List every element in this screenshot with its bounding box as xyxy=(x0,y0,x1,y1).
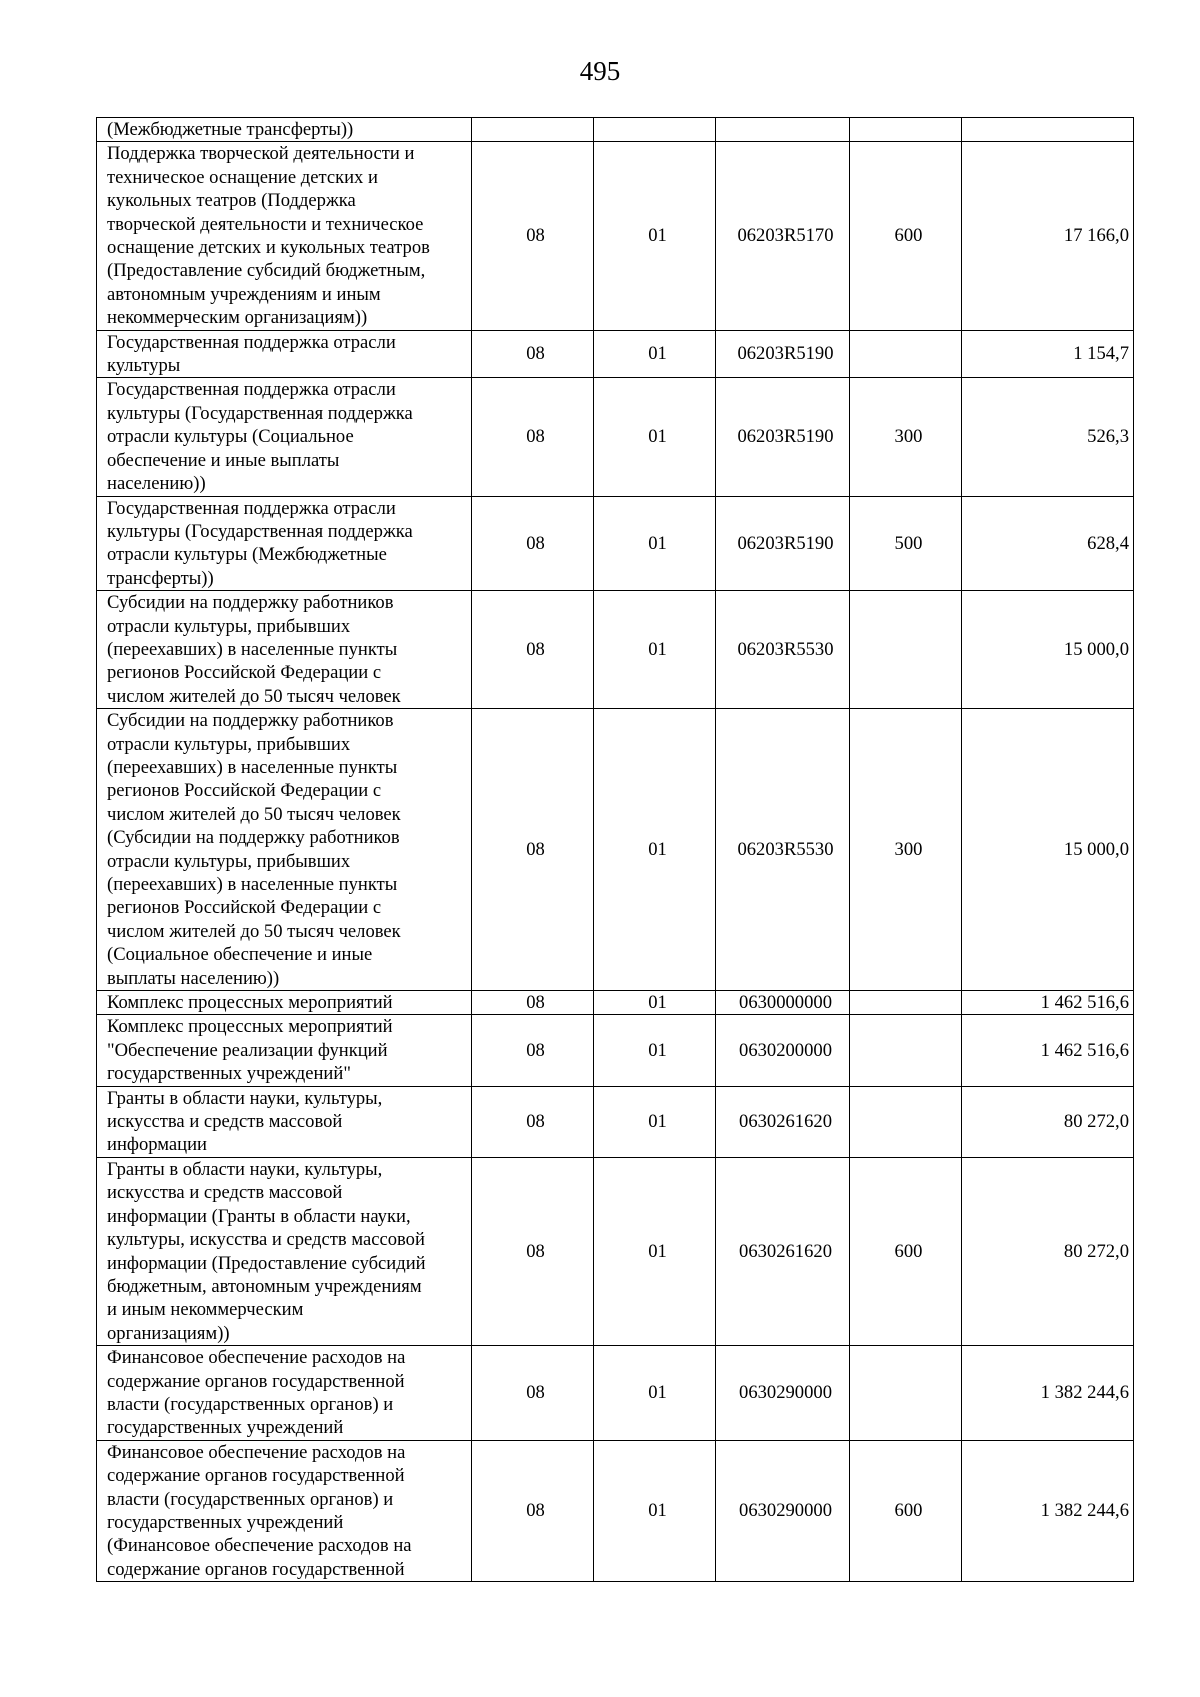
row-expense-type: 300 xyxy=(850,709,962,991)
table-row xyxy=(97,1015,1134,1086)
row-section: 08 xyxy=(472,709,594,991)
row-subsection: 01 xyxy=(594,709,716,991)
row-target-article: 06203R5170 xyxy=(716,142,850,330)
row-section: 08 xyxy=(472,1440,594,1581)
row-amount: 1 154,7 xyxy=(962,330,1134,378)
row-name: Государственная поддержка отрасли культуры xyxy=(97,330,472,378)
row-amount: 1 462 516,6 xyxy=(962,991,1134,1015)
table-row xyxy=(97,709,1134,991)
row-subsection: 01 xyxy=(594,1157,716,1345)
row-expense-type: 600 xyxy=(850,1157,962,1345)
row-name: (Межбюджетные трансферты)) xyxy=(97,118,472,142)
row-subsection: 01 xyxy=(594,991,716,1015)
row-amount: 1 382 244,6 xyxy=(962,1346,1134,1441)
row-name: Финансовое обеспечение расходов на содержание органов государственной власти (государственных органов) и государственных учреждений xyxy=(97,1346,472,1441)
table-row xyxy=(97,330,1134,378)
row-section: 08 xyxy=(472,330,594,378)
row-subsection: 01 xyxy=(594,1086,716,1157)
row-section xyxy=(472,118,594,142)
row-name: Комплекс процессных мероприятий "Обеспечение реализации функций государственных учреждений" xyxy=(97,1015,472,1086)
row-expense-type xyxy=(850,1346,962,1441)
row-name: Гранты в области науки, культуры, искусства и средств массовой информации xyxy=(97,1086,472,1157)
row-amount: 15 000,0 xyxy=(962,591,1134,709)
table-row xyxy=(97,1440,1134,1581)
row-expense-type xyxy=(850,1015,962,1086)
row-name: Субсидии на поддержку работников отрасли культуры, прибывших (переехавших) в населенные пункты регионов Российской Федерации с числом жителей до 50 тысяч человек xyxy=(97,591,472,709)
row-name: Субсидии на поддержку работников отрасли культуры, прибывших (переехавших) в населенные пункты регионов Российской Федерации с числом жителей до 50 тысяч человек (Субсидии на поддержку работников отрасли культуры, прибывших (переехавших) в населенные пункты регионов Российской Федерации с числом жителей до 50 тысяч человек (Социальное обеспечение и иные выплаты населению)) xyxy=(97,709,472,991)
row-name: Государственная поддержка отрасли культуры (Государственная поддержка отрасли культуры (Социальное обеспечение и иные выплаты населению)) xyxy=(97,378,472,496)
row-subsection: 01 xyxy=(594,378,716,496)
row-amount: 1 382 244,6 xyxy=(962,1440,1134,1581)
row-expense-type: 600 xyxy=(850,1440,962,1581)
row-name: Поддержка творческой деятельности и техническое оснащение детских и кукольных театров (Поддержка творческой деятельности и техническое оснащение детских и кукольных театров (Предоставление субсидий бюджетным, автономным учреждениям и иным некоммерческим организациям)) xyxy=(97,142,472,330)
row-section: 08 xyxy=(472,1086,594,1157)
row-target-article xyxy=(716,118,850,142)
row-subsection: 01 xyxy=(594,1346,716,1441)
row-target-article: 0630000000 xyxy=(716,991,850,1015)
page-number: 495 xyxy=(579,56,621,86)
row-amount: 526,3 xyxy=(962,378,1134,496)
row-target-article: 06203R5190 xyxy=(716,330,850,378)
row-expense-type xyxy=(850,330,962,378)
table-row xyxy=(97,1086,1134,1157)
row-amount: 80 272,0 xyxy=(962,1086,1134,1157)
table-row xyxy=(97,142,1134,330)
row-expense-type: 600 xyxy=(850,142,962,330)
row-section: 08 xyxy=(472,991,594,1015)
row-section: 08 xyxy=(472,1015,594,1086)
table-row xyxy=(97,1346,1134,1441)
table-row xyxy=(97,118,1134,142)
row-subsection: 01 xyxy=(594,330,716,378)
row-amount: 17 166,0 xyxy=(962,142,1134,330)
row-name: Комплекс процессных мероприятий xyxy=(97,991,472,1015)
table-row xyxy=(97,991,1134,1015)
row-expense-type: 300 xyxy=(850,378,962,496)
row-expense-type xyxy=(850,591,962,709)
row-target-article: 0630261620 xyxy=(716,1157,850,1345)
row-name: Финансовое обеспечение расходов на содержание органов государственной власти (государственных органов) и государственных учреждений (Финансовое обеспечение расходов на содержание органов государственной xyxy=(97,1440,472,1581)
row-target-article: 0630290000 xyxy=(716,1346,850,1441)
row-section: 08 xyxy=(472,1157,594,1345)
row-section: 08 xyxy=(472,142,594,330)
table-row xyxy=(97,1157,1134,1345)
row-section: 08 xyxy=(472,378,594,496)
row-section: 08 xyxy=(472,591,594,709)
row-expense-type xyxy=(850,1086,962,1157)
row-subsection: 01 xyxy=(594,1015,716,1086)
row-target-article: 0630200000 xyxy=(716,1015,850,1086)
row-expense-type xyxy=(850,118,962,142)
row-expense-type: 500 xyxy=(850,496,962,591)
row-target-article: 0630290000 xyxy=(716,1440,850,1581)
row-name: Гранты в области науки, культуры, искусства и средств массовой информации (Гранты в области науки, культуры, искусства и средств массовой информации (Предоставление субсидий бюджетным, автономным учреждениям и иным некоммерческим организациям)) xyxy=(97,1157,472,1345)
row-section: 08 xyxy=(472,496,594,591)
budget-table-body xyxy=(97,118,1134,1582)
row-target-article: 0630261620 xyxy=(716,1086,850,1157)
row-target-article: 06203R5190 xyxy=(716,496,850,591)
table-row xyxy=(97,591,1134,709)
budget-table xyxy=(96,117,1134,1582)
row-subsection: 01 xyxy=(594,496,716,591)
row-subsection xyxy=(594,118,716,142)
row-target-article: 06203R5190 xyxy=(716,378,850,496)
row-target-article: 06203R5530 xyxy=(716,591,850,709)
row-target-article: 06203R5530 xyxy=(716,709,850,991)
row-amount xyxy=(962,118,1134,142)
row-name: Государственная поддержка отрасли культуры (Государственная поддержка отрасли культуры (Межбюджетные трансферты)) xyxy=(97,496,472,591)
row-expense-type xyxy=(850,991,962,1015)
row-amount: 15 000,0 xyxy=(962,709,1134,991)
table-row xyxy=(97,496,1134,591)
row-amount: 80 272,0 xyxy=(962,1157,1134,1345)
row-subsection: 01 xyxy=(594,591,716,709)
row-section: 08 xyxy=(472,1346,594,1441)
row-amount: 628,4 xyxy=(962,496,1134,591)
row-amount: 1 462 516,6 xyxy=(962,1015,1134,1086)
table-row xyxy=(97,378,1134,496)
row-subsection: 01 xyxy=(594,142,716,330)
row-subsection: 01 xyxy=(594,1440,716,1581)
